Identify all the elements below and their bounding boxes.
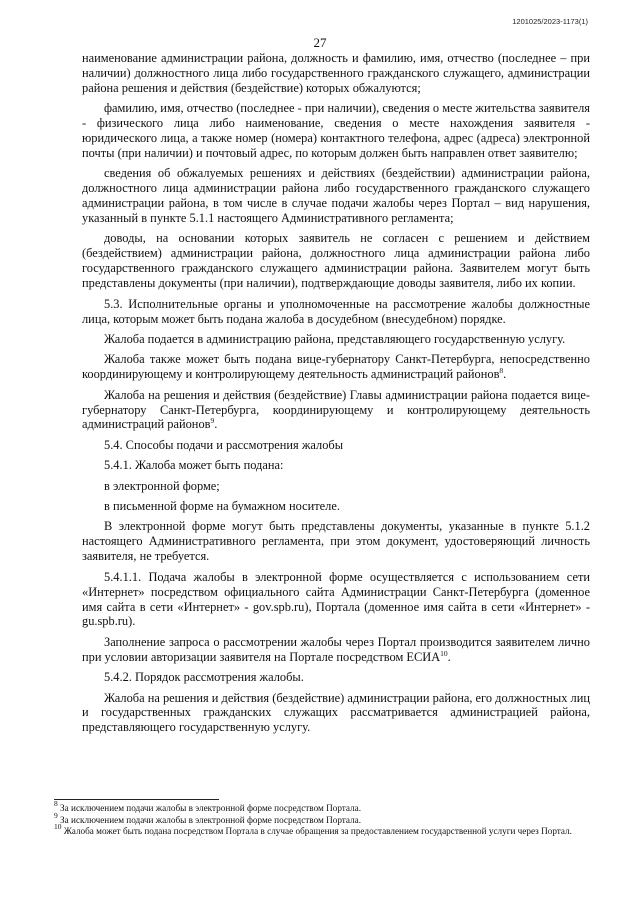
section-5-4-1-1: 5.4.1.1. Подача жалобы в электронной форме осуществляется с использованием сети «Интернет» посредством официального сайта Администрации Санкт-Петербурга (доменное имя сайта в сети «Интернет» - gov.spb.ru), Портала (доменное имя сайта в сети «Интернет» - gu.spb.ru). [82, 569, 590, 629]
paragraph: Заполнение запроса о рассмотрении жалобы через Портал производится заявителем лично при условии авторизации заявителя на Портале посредством ЕСИА$^{10}$. [82, 634, 590, 664]
list-item: в письменной форме на бумажном носителе. [104, 499, 340, 514]
footnote: $^8$ За исключением подачи жалобы в электронной форме посредством Портала. [54, 799, 362, 813]
footnote: $^{10}$ Жалоба может быть подана посредством Портала в случае обращения за предоставлением государственной услуги через Портал. [54, 822, 572, 837]
section-5-3: 5.3. Исполнительные органы и уполномоченные на рассмотрение жалобы должностные лица, которым может быть подана жалоба в досудебном (внесудебном) порядке. [82, 296, 590, 326]
paragraph: сведения об обжалуемых решениях и действиях (бездействии) администрации района, должностного лица администрации района либо государственного гражданского служащего администрации района, в том числе в случае подачи жалобы через Портал – вид нарушения, указанный в пункте 5.1.1 настоящего Административного регламента; [82, 166, 590, 226]
section-5-4-2: 5.4.2. Порядок рассмотрения жалобы. [104, 670, 304, 685]
paragraph: Жалоба на решения и действия (бездействие) администрации района, его должностных лиц и государственных гражданских служащих рассматривается администрацией района, представляющего государственную услугу. [82, 690, 590, 735]
section-5-4-1: 5.4.1. Жалоба может быть подана: [104, 458, 284, 473]
footnote-ref: 10 [440, 648, 448, 658]
list-item: в электронной форме; [104, 478, 220, 493]
paragraph: наименование администрации района, должность и фамилию, имя, отчество (последнее – при наличии) должностного лица либо государственного гражданского служащего, администрации района решения и действия (бездействие) которых обжалуются; [82, 51, 590, 95]
paragraph: фамилию, имя, отчество (последнее - при наличии), сведения о месте жительства заявителя - физического лица либо наименование, сведения о месте нахождения заявителя - юридического лица, а также номер (номера) контактного телефона, адрес (адреса) электронной почты (при наличии) и почтовый адрес, по которым должен быть направлен ответ заявителю; [82, 101, 590, 160]
footnote-divider [54, 799, 219, 800]
paragraph: доводы, на основании которых заявитель не согласен с решением и действием (бездействием) администрации района, должностного лица администрации района либо государственного гражданского служащего администрации района. Заявителем могут быть представлены документы (при наличии), подтверждающие доводы заявителя, либо их копии. [82, 231, 590, 291]
section-5-4-heading: 5.4. Способы подачи и рассмотрения жалобы [104, 437, 344, 452]
page-number: 27 [313, 35, 327, 50]
paragraph: Жалоба на решения и действия (бездействие) Главы администрации района подается вице-губернатору Санкт-Петербурга, координирующему и контролирующему деятельность администраций районов$^9$. [82, 387, 590, 432]
footnote-ref: 8 [499, 366, 504, 376]
footnotes [54, 799, 594, 838]
document-stamp: 1201025/2023-1173(1) [512, 17, 588, 26]
paragraph: Жалоба подается в администрацию района, представляющего государственную услугу. [104, 331, 566, 346]
document-body [82, 51, 590, 735]
footnote: $^9$ За исключением подачи жалобы в электронной форме посредством Портала. [54, 810, 362, 825]
paragraph: Жалоба также может быть подана вице-губернатору Санкт-Петербурга, непосредственно координирующему и контролирующему деятельность администраций районов$^8$. [82, 352, 590, 382]
footnote-ref: 9 [210, 416, 215, 426]
paragraph: В электронной форме могут быть представлены документы, указанные в пункте 5.1.2 настоящего Административного регламента, при этом документ, удостоверяющий личность заявителя, не требуется. [82, 519, 590, 564]
